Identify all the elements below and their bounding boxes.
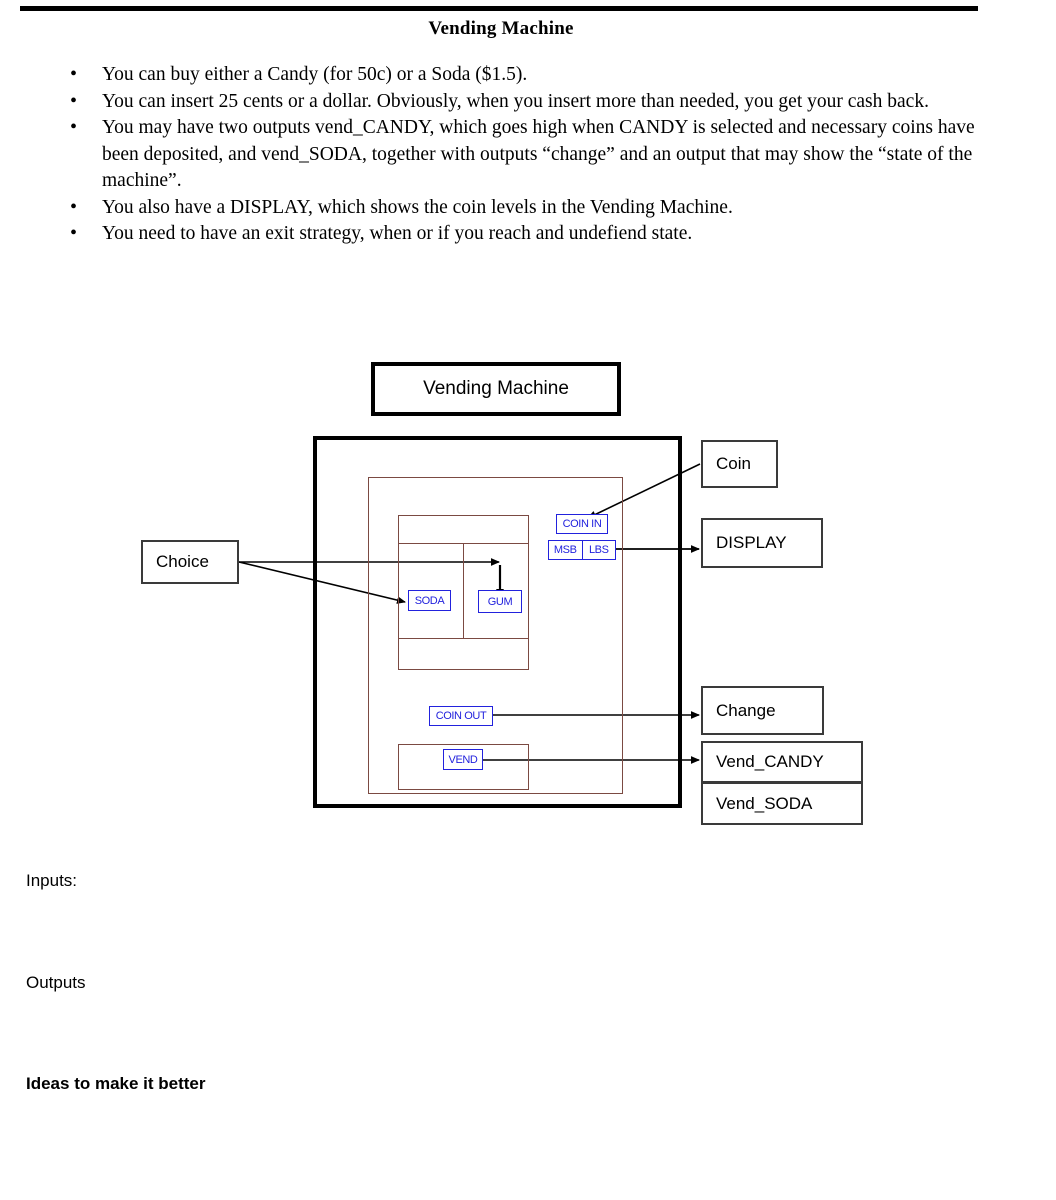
signal-label-vend: VEND [448, 753, 478, 766]
section-label-inputs: Inputs: [26, 871, 78, 890]
signal-box-coin-in[interactable] [556, 514, 608, 534]
io-label-change: Change [716, 700, 776, 720]
signal-label-soda: SODA [414, 594, 445, 607]
section-label-ideas: Ideas to make it better [26, 1074, 206, 1093]
list-item: • You need to have an exit strategy, when or if you reach and undefiend state. [90, 221, 990, 248]
diagram-title-box [371, 362, 621, 416]
requirements-bullet-list [58, 62, 990, 248]
io-label-choice: Choice [156, 552, 209, 571]
io-box-coin[interactable] [701, 440, 778, 488]
list-item: • You can buy either a Candy (for 50c) or a Soda ($1.5). [90, 62, 990, 89]
io-box-choice[interactable] [141, 540, 239, 584]
signal-label-gum: GUM [487, 595, 513, 608]
io-box-display[interactable] [701, 518, 823, 568]
io-label-vend-soda: Vend_SODA [716, 793, 813, 813]
signal-label-coin-out: COIN OUT [435, 710, 487, 722]
diagram-title-label: Vending Machine [423, 378, 569, 399]
list-item: • You may have two outputs vend_CANDY, which goes high when CANDY is selected and necessary coins have been deposited, and vend_SODA, together with outputs “change” and an output that may show the “state of the machine”. [90, 115, 990, 195]
signal-box-gum[interactable] [478, 590, 522, 613]
list-item: • You can insert 25 cents or a dollar. Obviously, when you insert more than needed, you get your cash back. [90, 89, 990, 116]
signal-label-msb: MSB [553, 544, 577, 556]
io-box-vend-candy[interactable] [701, 741, 863, 783]
list-item: • You also have a DISPLAY, which shows the coin levels in the Vending Machine. [90, 195, 990, 222]
io-label-coin: Coin [716, 454, 751, 473]
signal-label-coin-in: COIN IN [562, 518, 602, 530]
io-label-display: DISPLAY [716, 533, 787, 552]
inner-frame-divider-vertical [463, 543, 464, 639]
signal-label-lbs: LBS [582, 541, 616, 559]
section-label-outputs: Outputs [26, 973, 86, 992]
io-box-change[interactable] [701, 686, 824, 735]
signal-box-vend[interactable] [443, 749, 483, 770]
signal-box-msb-lbs[interactable] [548, 540, 616, 560]
signal-box-soda[interactable] [408, 590, 451, 611]
signal-box-coin-out[interactable] [429, 706, 493, 726]
io-box-vend-soda[interactable] [701, 782, 863, 825]
top-divider-rule [20, 6, 978, 11]
page-title: Vending Machine [428, 18, 574, 39]
io-label-vend-candy: Vend_CANDY [716, 752, 824, 771]
